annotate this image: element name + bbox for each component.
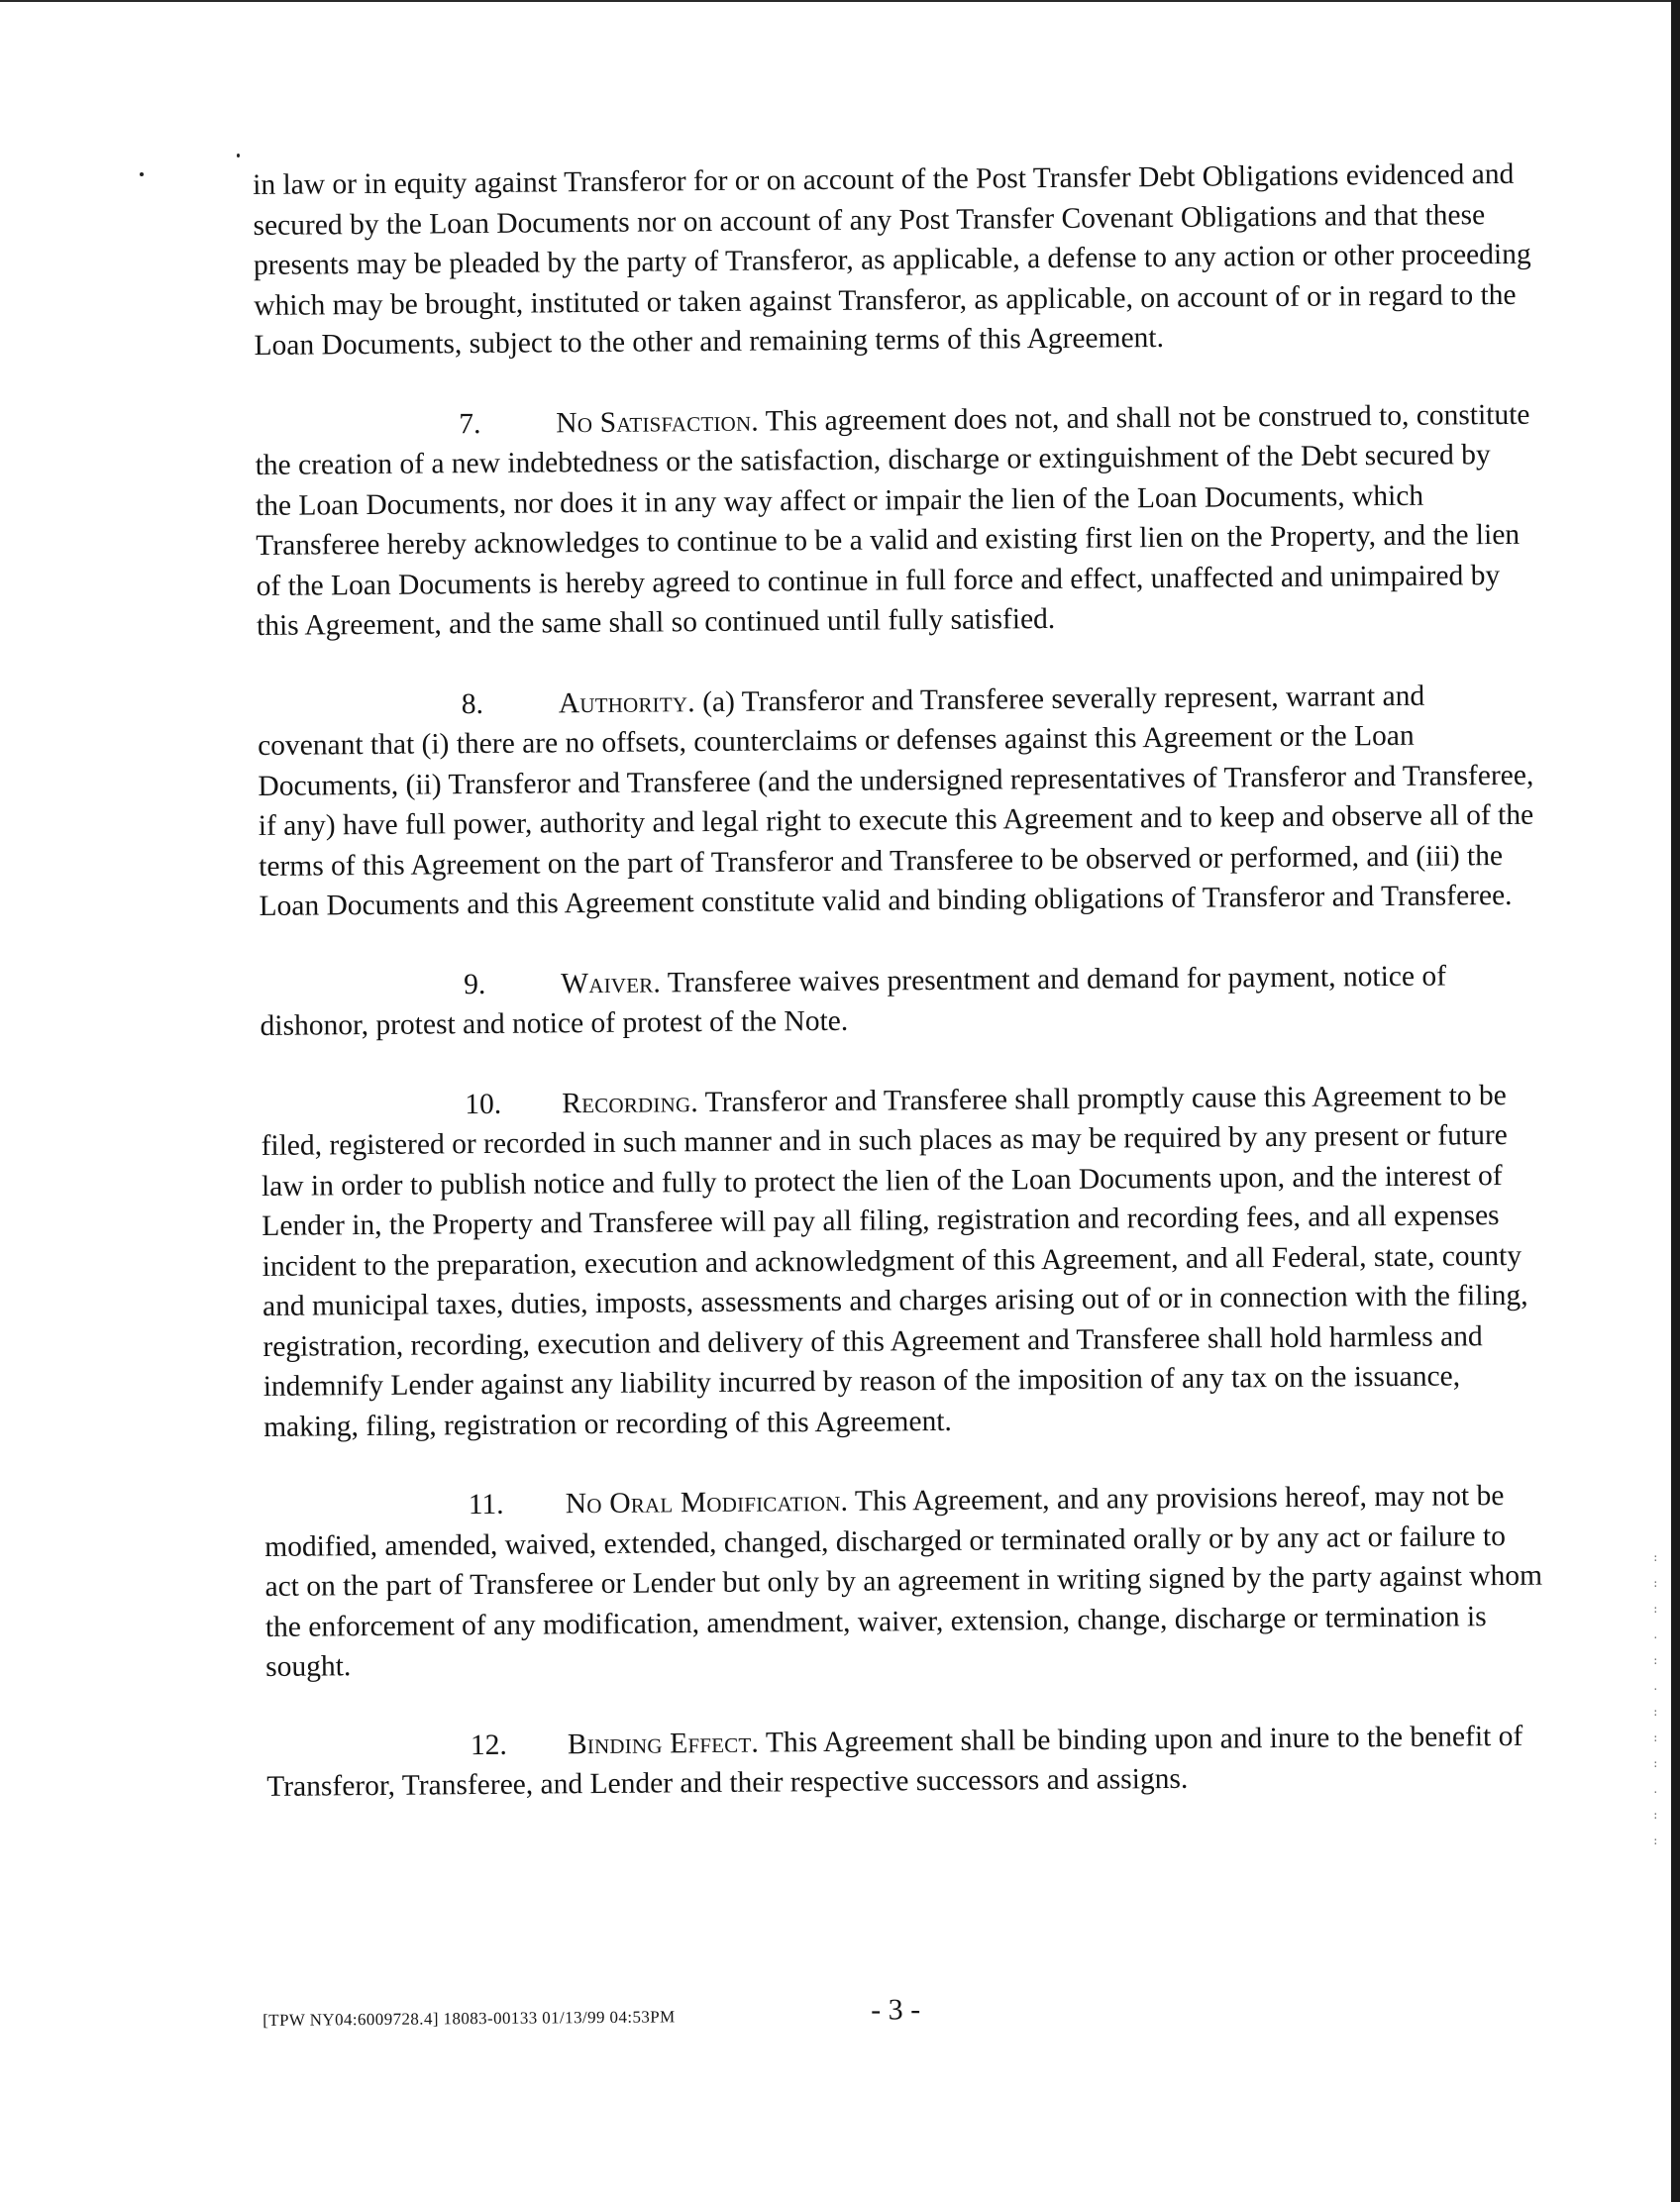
section-8 (258, 675, 1537, 926)
section-heading: Recording. (562, 1086, 698, 1119)
section-text: This agreement does not, and shall not be construed to, constitute the creation of a new indebtedness or the satisfaction, discharge or extinguishment of the Debt secured by the Loan Documents, nor does it in any way affect or impair the lien of the Loan Documents, which Transferee hereby acknowledges to continue to be a valid and existing first lien on the Property, and the lien of the Loan Documents is hereby agreed to continue in full force and effect, unaffected and unimpaired by this Agreement, and the same shall so continued until fully satisfied. (255, 398, 1530, 642)
section-number: 8. (461, 687, 484, 720)
page-number: - 3 - (870, 1993, 921, 2027)
scan-margin-artifacts: : : : . : . : : : . : : (1652, 1551, 1659, 1847)
document-id: [TPW NY04:6009728.4] 18083-00133 01/13/99 04:53PM (262, 2007, 676, 2030)
section-text: This Agreement, and any provisions hereof, may not be modified, amended, waived, extended, changed, discharged or terminated orally or by any act or failure to act on the part of Transferee or Lender but only by an agreement in writing signed by the party against whom the enforcement of any modification, amendment, waiver, extension, change, discharge or termination is sought. (264, 1480, 1543, 1683)
intro-paragraph: in law or in equity against Transferor for or on account of the Post Transfer Debt Obligations evidenced and secured by the Loan Documents nor on account of any Post Transfer Covenant Obligations and that these presents may be pleaded by the party of Transferor, as applicable, a defense to any action or other proceeding which may be brought, instituted or taken against Transferor, as applicable, on account of or in regard to the Loan Documents, subject to the other and remaining terms of this Agreement. (253, 157, 1531, 362)
section-heading: Waiver. (561, 966, 662, 999)
section-7 (255, 394, 1534, 646)
section-number: 12. (470, 1729, 507, 1761)
section-number: 9. (464, 968, 486, 1000)
scan-speck (237, 154, 240, 157)
section-12 (266, 1716, 1545, 1807)
scan-top-edge (0, 0, 1680, 2)
section-number: 7. (459, 407, 481, 440)
section-heading: No Oral Modification. (565, 1485, 849, 1520)
document-body (253, 155, 1545, 1847)
section-text: This Agreement shall be binding upon and inure to the benefit of Transferor, Transferee, and Lender and their respective successors and assigns. (266, 1720, 1523, 1803)
page-footer (262, 1989, 1352, 2039)
section-11 (264, 1476, 1544, 1688)
section-heading: Binding Effect. (567, 1727, 760, 1760)
section-heading: Authority. (558, 685, 695, 719)
section-heading: No Satisfaction. (556, 405, 760, 439)
section-number: 10. (465, 1088, 502, 1120)
section-10 (261, 1075, 1541, 1447)
section-9 (260, 955, 1538, 1046)
section-number: 11. (468, 1488, 504, 1521)
section-text: Transferor and Transferee shall promptly cause this Agreement to be filed, registered or recorded in such manner and in such places as may be required by any present or future law in order to publish notice and fully to protect the lien of the Loan Documents upon, and the interest of Lender in, the Property and Transferee will pay all filing, registration and recording fees, and all expenses incident to the preparation, execution and acknowledgment of this Agreement, and all Federal, state, county and municipal taxes, duties, imposts, assessments and charges arising out of or in connection with the filing, registration, recording, execution and delivery of this Agreement and Transferee shall hold harmless and indemnify Lender against any liability incurred by reason of the imposition of any tax on the issuance, making, filing, registration or recording of this Agreement. (261, 1079, 1528, 1443)
section-text: (a) Transferor and Transferee severally represent, warrant and covenant that (i) there are no offsets, counterclaims or defenses against this Agreement or the Loan Documents, (ii) Transferor and Transferee (and the undersigned representatives of Transferor and Transferee, if any) have full power, authority and legal right to execute this Agreement and to keep and observe all of the terms of this Agreement on the part of Transferor and Transferee to be observed or performed, and (iii) the Loan Documents and this Agreement constitute valid and binding obligations of Transferor and Transferee. (257, 680, 1534, 922)
section-text: Transferee waives presentment and demand for payment, notice of dishonor, protest and notice of protest of the Note. (260, 960, 1447, 1042)
scan-speck (140, 172, 144, 176)
